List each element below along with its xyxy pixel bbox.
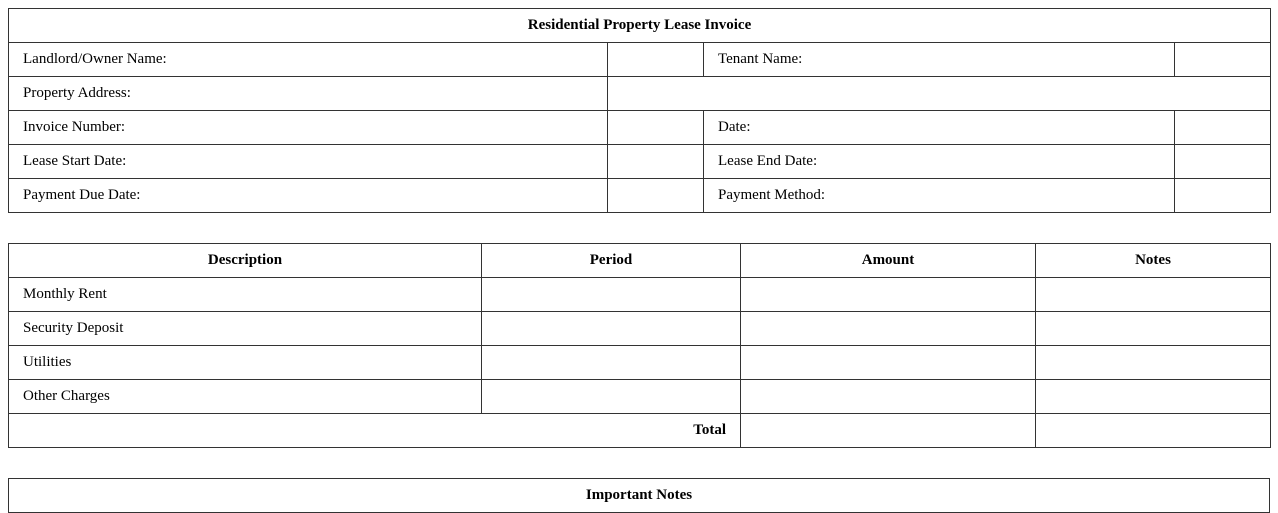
table-row bbox=[9, 380, 1271, 414]
address-label: Property Address: bbox=[9, 77, 608, 111]
table-row bbox=[9, 312, 1271, 346]
notes-table bbox=[8, 478, 1270, 513]
period-cell[interactable] bbox=[482, 278, 741, 312]
landlord-label: Landlord/Owner Name: bbox=[9, 43, 608, 77]
landlord-field[interactable] bbox=[608, 43, 704, 77]
lease-start-label: Lease Start Date: bbox=[9, 145, 608, 179]
header-description: Description bbox=[9, 244, 482, 278]
notes-cell[interactable] bbox=[1036, 380, 1271, 414]
tenant-label: Tenant Name: bbox=[704, 43, 1175, 77]
notes-title: Important Notes bbox=[9, 479, 1270, 513]
address-field[interactable] bbox=[608, 77, 1271, 111]
description-cell: Utilities bbox=[9, 346, 482, 380]
notes-cell[interactable] bbox=[1036, 312, 1271, 346]
table-row bbox=[9, 278, 1271, 312]
charges-table bbox=[8, 243, 1271, 448]
total-notes-cell[interactable] bbox=[1036, 414, 1271, 448]
table-row bbox=[9, 346, 1271, 380]
invoice-number-label: Invoice Number: bbox=[9, 111, 608, 145]
date-label: Date: bbox=[704, 111, 1175, 145]
amount-cell[interactable] bbox=[741, 312, 1036, 346]
total-amount-cell[interactable] bbox=[741, 414, 1036, 448]
notes-cell[interactable] bbox=[1036, 346, 1271, 380]
invoice-number-field[interactable] bbox=[608, 111, 704, 145]
header-notes: Notes bbox=[1036, 244, 1271, 278]
period-cell[interactable] bbox=[482, 346, 741, 380]
payment-method-field[interactable] bbox=[1175, 179, 1271, 213]
header-period: Period bbox=[482, 244, 741, 278]
payment-method-label: Payment Method: bbox=[704, 179, 1175, 213]
total-label: Total bbox=[9, 414, 741, 448]
due-date-label: Payment Due Date: bbox=[9, 179, 608, 213]
lease-end-label: Lease End Date: bbox=[704, 145, 1175, 179]
date-field[interactable] bbox=[1175, 111, 1271, 145]
description-cell: Security Deposit bbox=[9, 312, 482, 346]
lease-end-field[interactable] bbox=[1175, 145, 1271, 179]
notes-cell[interactable] bbox=[1036, 278, 1271, 312]
due-date-field[interactable] bbox=[608, 179, 704, 213]
description-cell: Other Charges bbox=[9, 380, 482, 414]
tenant-field[interactable] bbox=[1175, 43, 1271, 77]
period-cell[interactable] bbox=[482, 312, 741, 346]
amount-cell[interactable] bbox=[741, 346, 1036, 380]
header-amount: Amount bbox=[741, 244, 1036, 278]
period-cell[interactable] bbox=[482, 380, 741, 414]
lease-start-field[interactable] bbox=[608, 145, 704, 179]
amount-cell[interactable] bbox=[741, 380, 1036, 414]
total-row bbox=[9, 414, 1271, 448]
invoice-title: Residential Property Lease Invoice bbox=[9, 9, 1271, 43]
description-cell: Monthly Rent bbox=[9, 278, 482, 312]
amount-cell[interactable] bbox=[741, 278, 1036, 312]
invoice-info-table bbox=[8, 8, 1271, 213]
